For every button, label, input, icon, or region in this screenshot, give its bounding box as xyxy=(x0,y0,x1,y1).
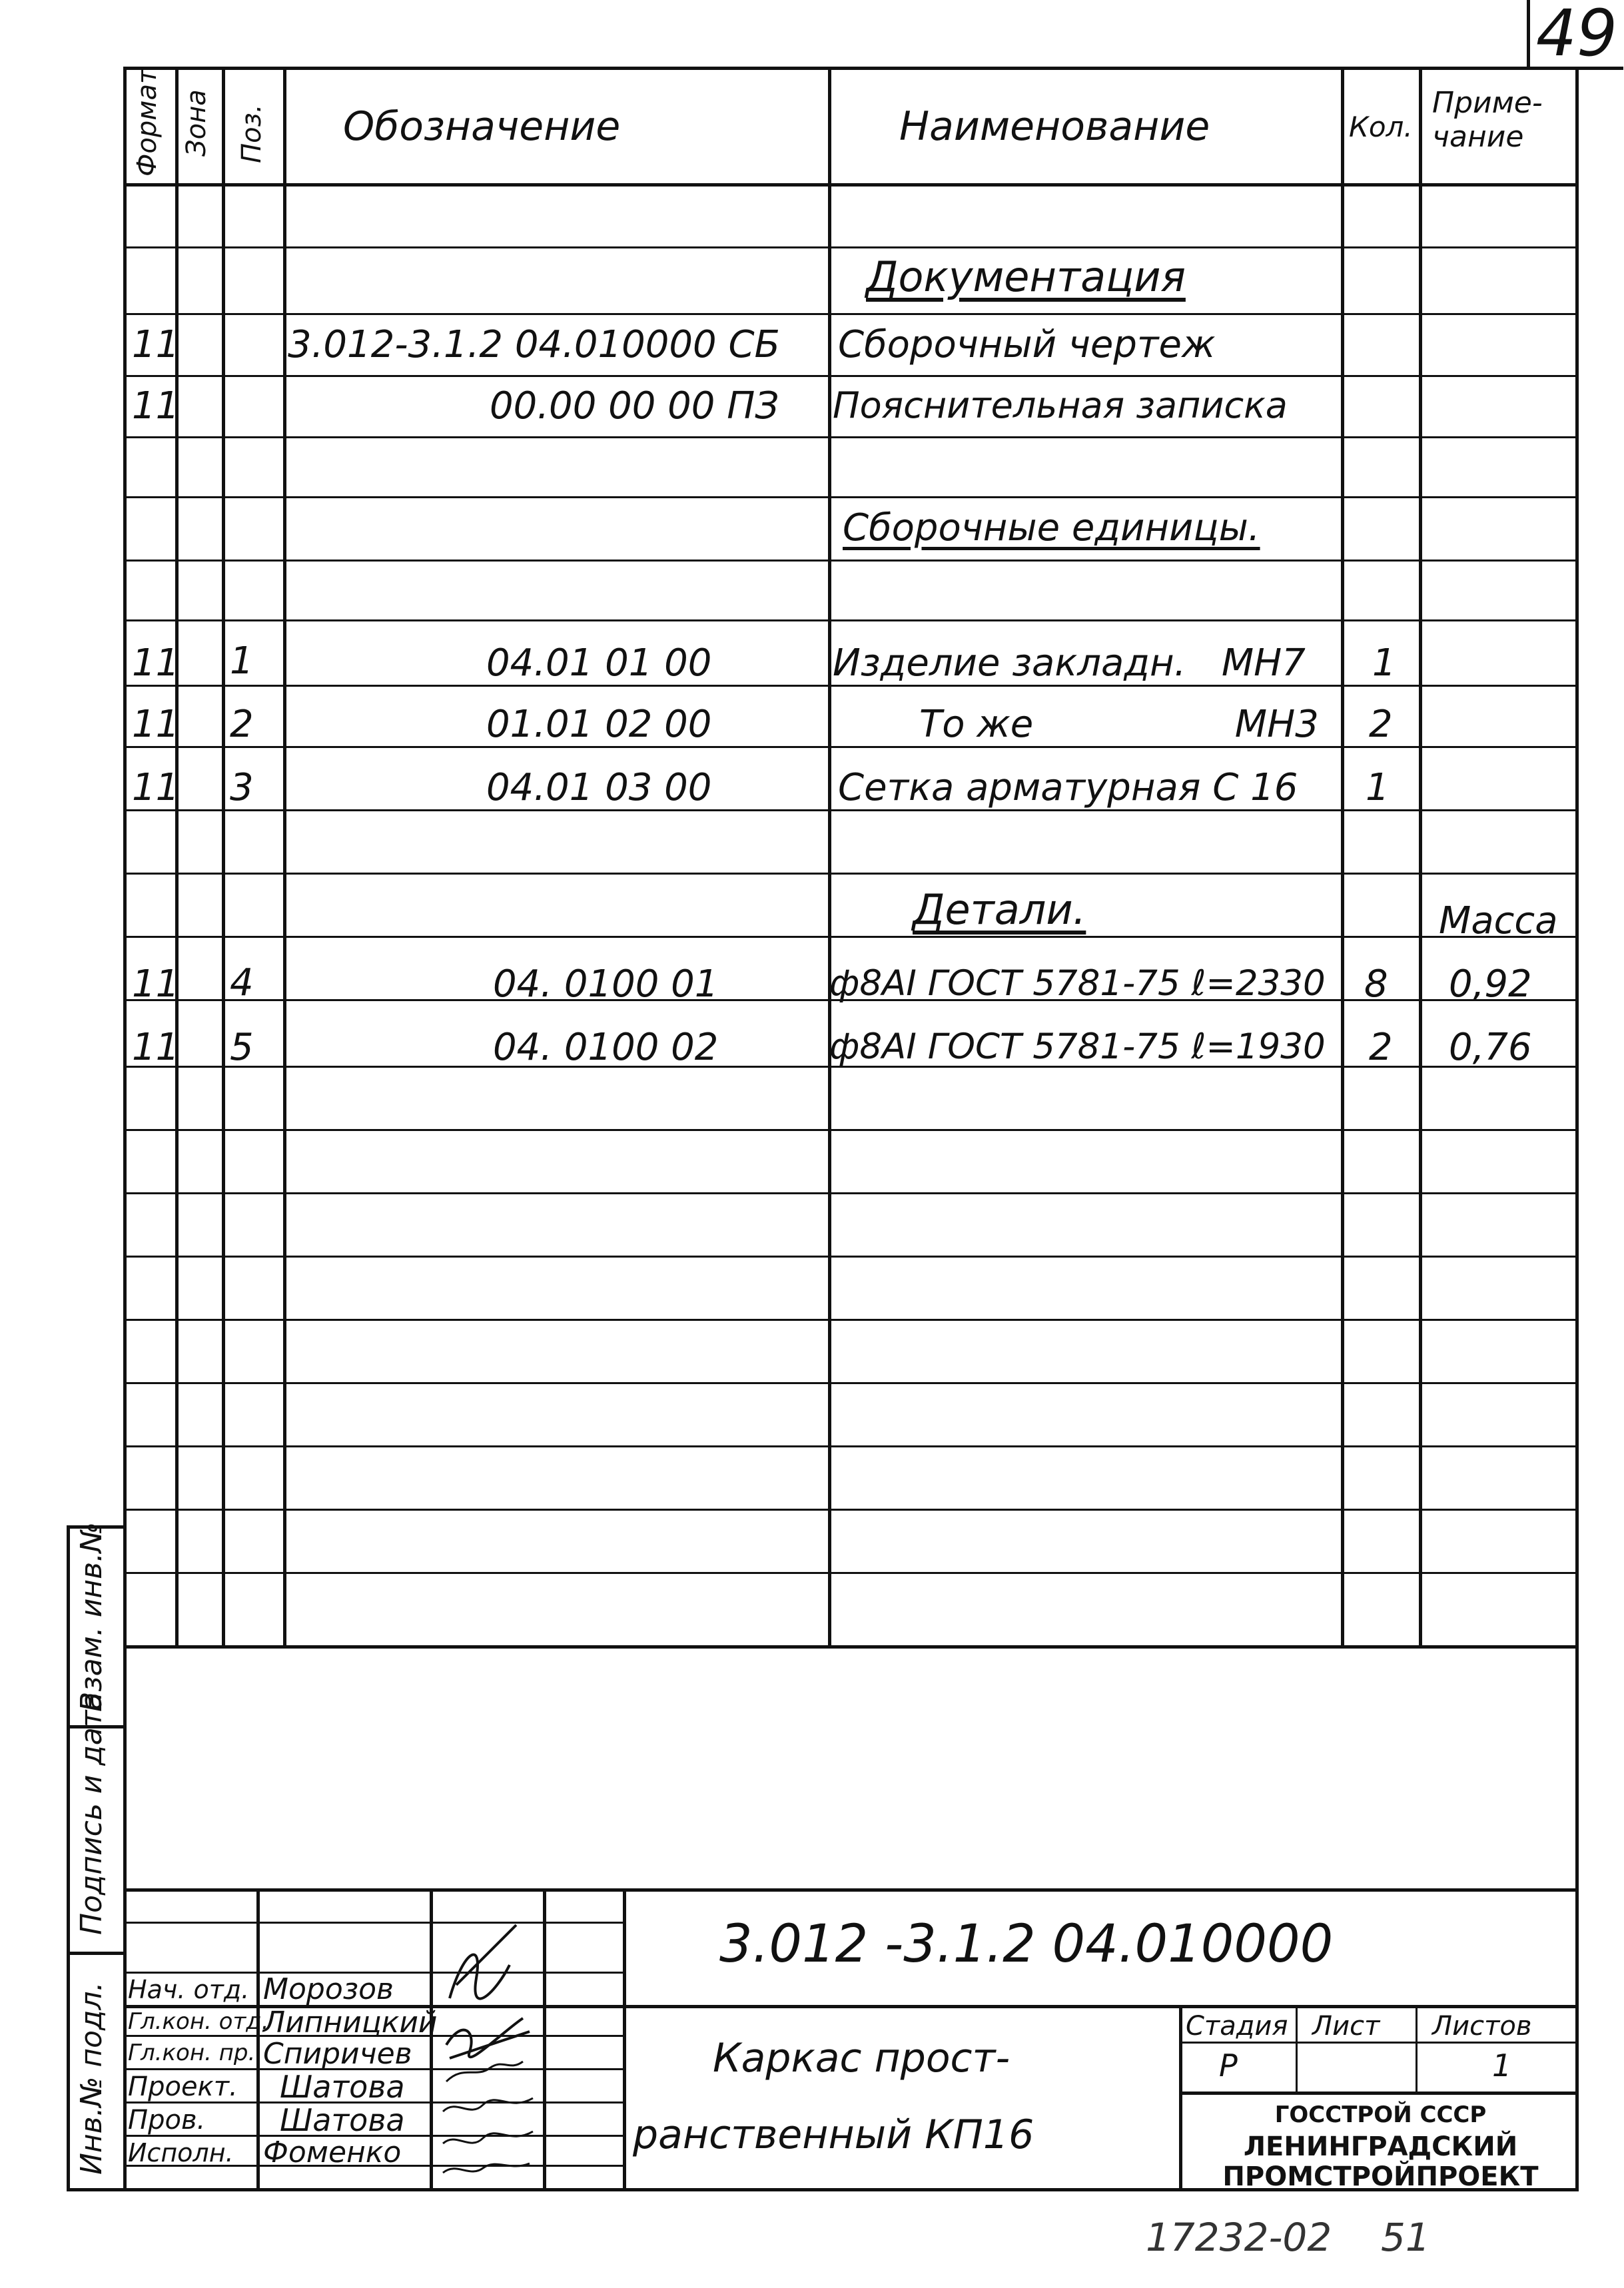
row-designation: 04.01 01 00 xyxy=(486,641,712,685)
row-note: 0,92 xyxy=(1449,962,1532,1006)
row-pos: 4 xyxy=(230,961,254,1004)
row-line xyxy=(123,1192,1579,1194)
col-line xyxy=(222,67,225,1645)
vzam-inv-label: Взам. инв.№ xyxy=(75,1522,109,1712)
tb-col-line xyxy=(256,1888,260,2191)
row-name: ф8AI ГОСТ 5781-75 ℓ=1930 xyxy=(829,1026,1326,1067)
row-format: 11 xyxy=(132,384,180,428)
tb-row-line xyxy=(1179,2092,1579,2095)
tb-col-line xyxy=(543,1888,546,2191)
row-name: Пояснительная записка xyxy=(833,384,1288,426)
row-line xyxy=(123,436,1579,438)
sig-role: Гл.кон. отд. xyxy=(128,2008,269,2035)
footer-number: 17232-02 51 xyxy=(1146,2215,1430,2260)
row-pos: 1 xyxy=(230,639,254,683)
row-line xyxy=(123,375,1579,377)
inv-podl-label: Инв.№ подл. xyxy=(75,1982,109,2175)
row-name: Сборочный чертеж xyxy=(838,323,1216,366)
col-line xyxy=(175,67,179,1645)
row-line xyxy=(123,746,1579,748)
sig-name: Шатова xyxy=(280,2102,405,2138)
header-name: Наименование xyxy=(899,103,1210,150)
row-line xyxy=(123,809,1579,811)
header-note: Приме- чание xyxy=(1432,86,1543,154)
tb-col-line xyxy=(1416,2005,1418,2092)
section-title: Детали. xyxy=(913,885,1086,934)
org-line-3: ПРОМСТРОЙПРОЕКТ xyxy=(1222,2161,1539,2192)
row-designation: 3.012-3.1.2 04.010000 СБ xyxy=(288,323,780,366)
tb-col-line xyxy=(1296,2005,1298,2092)
sheet-label: Лист xyxy=(1312,2011,1380,2042)
tb-col-line xyxy=(623,1888,626,2191)
row-designation: 01.01 02 00 xyxy=(486,703,712,746)
sig-name: Спиричев xyxy=(263,2037,412,2071)
row-line xyxy=(123,619,1579,621)
header-qty: Кол. xyxy=(1349,111,1413,143)
row-line xyxy=(123,246,1579,248)
row-designation: 04.01 03 00 xyxy=(486,766,712,809)
header-format: Формат xyxy=(132,68,163,177)
col-line xyxy=(828,67,831,1645)
sig-name: Морозов xyxy=(263,1972,394,2006)
org-line-2: ЛЕНИНГРАДСКИЙ xyxy=(1243,2131,1518,2162)
row-line xyxy=(123,873,1579,875)
signature-scribbles xyxy=(436,1898,536,2178)
sig-role: Проект. xyxy=(128,2072,238,2102)
tb-col-line xyxy=(430,1888,433,2191)
sig-role: Исполн. xyxy=(128,2138,234,2167)
sig-name: Фоменко xyxy=(263,2135,402,2169)
row-line xyxy=(123,313,1579,315)
row-qty: 1 xyxy=(1372,641,1396,685)
row-pos: 2 xyxy=(230,703,254,746)
org-line-1: ГОССТРОЙ СССР xyxy=(1274,2101,1487,2128)
sheets-label: Листов xyxy=(1432,2011,1532,2042)
row-designation: 04. 0100 01 xyxy=(493,962,719,1006)
row-qty: 8 xyxy=(1364,962,1388,1006)
row-qty: 1 xyxy=(1366,766,1390,809)
stage-value: Р xyxy=(1219,2048,1238,2084)
row-line xyxy=(123,1445,1579,1447)
row-line xyxy=(123,496,1579,498)
row-format: 11 xyxy=(132,1026,180,1069)
sig-name: Шатова xyxy=(280,2069,405,2105)
row-line xyxy=(123,1129,1579,1131)
header-designation: Обозначение xyxy=(343,103,621,150)
section-title: Сборочные единицы. xyxy=(843,506,1260,550)
row-line xyxy=(123,1509,1579,1511)
header-line xyxy=(123,183,1579,187)
row-designation: 00.00 00 00 ПЗ xyxy=(490,384,779,428)
title-line-1: Каркас прост- xyxy=(713,2035,1011,2082)
header-pos: Поз. xyxy=(236,104,267,163)
sheets-value: 1 xyxy=(1492,2048,1512,2084)
col-line xyxy=(1341,67,1344,1645)
row-line xyxy=(123,1319,1579,1321)
row-note: Масса xyxy=(1439,899,1558,943)
doc-code: 3.012 -3.1.2 04.010000 xyxy=(719,1914,1334,1974)
row-name: ф8AI ГОСТ 5781-75 ℓ=2330 xyxy=(829,963,1326,1004)
row-format: 11 xyxy=(132,962,180,1006)
tb-row-line xyxy=(123,1922,623,1924)
row-pos: 5 xyxy=(230,1026,254,1069)
stage-label: Стадия xyxy=(1186,2011,1288,2042)
col-line xyxy=(283,67,286,1645)
row-note: 0,76 xyxy=(1449,1026,1532,1069)
row-qty: 2 xyxy=(1369,703,1393,746)
title-block-top xyxy=(123,1888,1579,1892)
sheet-number: 49 xyxy=(1527,0,1623,70)
row-line xyxy=(123,1572,1579,1574)
row-name: То же МН3 xyxy=(919,703,1319,746)
row-format: 11 xyxy=(132,766,180,809)
row-qty: 2 xyxy=(1369,1026,1393,1069)
row-line xyxy=(123,1382,1579,1384)
row-line xyxy=(123,560,1579,562)
table-bottom-line xyxy=(123,1645,1579,1649)
row-line xyxy=(123,936,1579,938)
section-title: Документация xyxy=(866,252,1186,301)
row-format: 11 xyxy=(132,323,180,366)
row-line xyxy=(123,1256,1579,1258)
col-line xyxy=(1419,67,1422,1645)
sig-role: Нач. отд. xyxy=(128,1975,250,2004)
sig-role: Пров. xyxy=(128,2105,206,2135)
row-line xyxy=(123,685,1579,687)
sig-role: Гл.кон. пр. xyxy=(128,2040,256,2066)
strip-divider xyxy=(67,1952,123,1955)
podpis-data-label: Подпись и дата xyxy=(75,1692,109,1935)
tb-row-line xyxy=(1179,2042,1579,2044)
row-format: 11 xyxy=(132,703,180,746)
header-zone: Зона xyxy=(181,89,212,157)
row-designation: 04. 0100 02 xyxy=(493,1026,719,1069)
row-pos: 3 xyxy=(230,766,254,809)
row-format: 11 xyxy=(132,641,180,685)
sig-name: Липницкий xyxy=(263,2006,438,2040)
row-name: Изделие закладн. МН7 xyxy=(833,641,1306,685)
row-name: Сетка арматурная С 16 xyxy=(838,766,1298,809)
title-line-2: ранственный КП16 xyxy=(633,2111,1034,2158)
